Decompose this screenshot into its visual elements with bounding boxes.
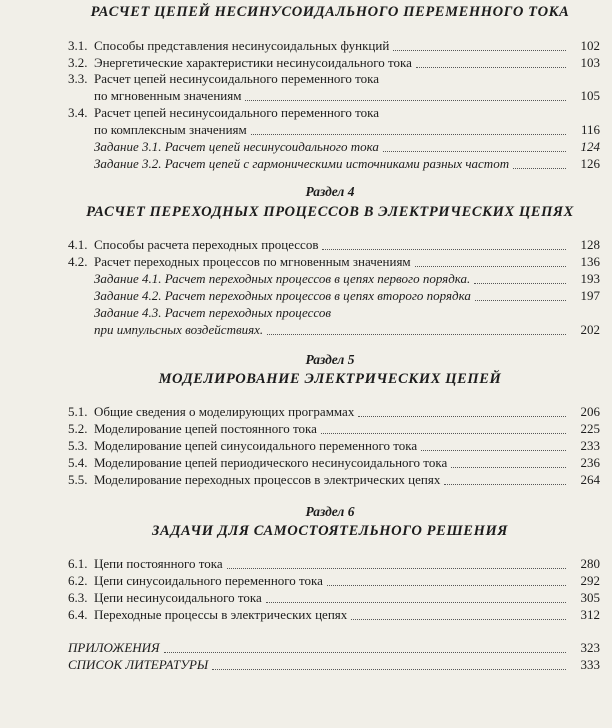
leader-dots (416, 67, 566, 68)
leader-dots (267, 334, 566, 335)
entry-text: Моделирование цепей синусоидального переменного тока (94, 438, 418, 453)
entry-number: 5.3. (68, 438, 88, 453)
entry-page: 116 (580, 122, 600, 137)
entry-page: 292 (580, 573, 600, 588)
entry-page: 105 (580, 88, 600, 103)
entry-page: 323 (580, 640, 600, 655)
entry-page: 206 (580, 404, 600, 419)
toc-entry-3-1 (68, 37, 600, 55)
entry-text: Переходные процессы в электрических цепях (94, 607, 348, 622)
toc-entry-5-4 (68, 454, 600, 472)
toc-entry-3-4-line1 (68, 104, 379, 122)
leader-dots (164, 652, 566, 653)
section-3-title: РАСЧЕТ ЦЕПЕЙ НЕСИНУСОИДАЛЬНОГО ПЕРЕМЕННОГО ТОКА (90, 4, 570, 20)
entry-text: Цепи несинусоидального тока (94, 590, 262, 605)
entry-page: 264 (580, 472, 600, 487)
entry-text: ПРИЛОЖЕНИЯ (68, 640, 160, 655)
entry-page: 333 (580, 657, 600, 672)
entry-page: 305 (580, 590, 600, 605)
task-text: Задание 3.1. Расчет цепей несинусоидального тока (94, 139, 379, 154)
entry-number: 6.2. (68, 573, 88, 588)
leader-dots (245, 100, 566, 101)
toc-entry-6-2 (68, 572, 600, 590)
toc-entry-3-3-line1 (68, 70, 379, 88)
leader-dots (266, 602, 566, 603)
leader-dots (251, 134, 566, 135)
toc-entry-5-1 (68, 403, 600, 421)
leader-dots (474, 283, 566, 284)
entry-text: Расчет цепей несинусоидального переменного тока (94, 71, 380, 86)
entry-number: 6.3. (68, 590, 88, 605)
entry-number: 5.4. (68, 455, 88, 470)
entry-number: 3.3. (68, 71, 88, 86)
section-6-title: ЗАДАЧИ ДЛЯ САМОСТОЯТЕЛЬНОГО РЕШЕНИЯ (152, 523, 508, 539)
leader-dots (322, 249, 566, 250)
task-page: 126 (580, 156, 600, 171)
leader-dots (475, 300, 566, 301)
section-6-label: Раздел 6 (305, 504, 355, 519)
entry-text: Моделирование цепей постоянного тока (94, 421, 317, 436)
section-4-title: РАСЧЕТ ПЕРЕХОДНЫХ ПРОЦЕССОВ В ЭЛЕКТРИЧЕСКИХ ЦЕПЯХ (86, 204, 574, 220)
task-page: 193 (580, 271, 600, 286)
task-text: Задание 4.2. Расчет переходных процессов в цепях второго порядка (94, 288, 471, 303)
leader-dots (212, 669, 566, 670)
leader-dots (513, 168, 566, 169)
toc-entry-6-4 (68, 606, 600, 624)
toc-entry-4-1 (68, 236, 600, 254)
toc-entry-3-4-line2 (68, 121, 600, 139)
entry-text: Моделирование переходных процессов в электрических цепях (94, 472, 441, 487)
section-5-label: Раздел 5 (305, 352, 355, 367)
leader-dots (421, 450, 566, 451)
toc-task-4-3-line1: Задание 4.3. Расчет переходных процессов (94, 305, 331, 320)
toc-entry-6-1 (68, 555, 600, 573)
entry-number: 6.1. (68, 556, 88, 571)
entry-text-cont: по мгновенным значениям (94, 88, 242, 103)
entry-number: 3.2. (68, 55, 88, 70)
entry-page: 225 (580, 421, 600, 436)
entry-text: СПИСОК ЛИТЕРАТУРЫ (68, 657, 209, 672)
entry-number: 5.1. (68, 404, 88, 419)
entry-text: Расчет цепей несинусоидального переменного тока (94, 105, 380, 120)
task-text: Задание 3.2. Расчет цепей с гармоническими источниками разных частот (94, 156, 510, 171)
leader-dots (383, 151, 566, 152)
task-page: 202 (580, 322, 600, 337)
entry-text: Цепи синусоидального переменного тока (94, 573, 323, 588)
entry-text: Способы представления несинусоидальных функций (94, 38, 390, 53)
entry-page: 280 (580, 556, 600, 571)
entry-text-cont: по комплексным значениям (94, 122, 247, 137)
toc-task-3-2 (68, 155, 600, 173)
leader-dots (358, 416, 566, 417)
toc-appendices (68, 639, 600, 657)
task-text: Задание 4.1. Расчет переходных процессов в цепях первого порядка. (94, 271, 471, 286)
entry-page: 236 (580, 455, 600, 470)
section-4-label: Раздел 4 (305, 184, 355, 199)
section-5-title: МОДЕЛИРОВАНИЕ ЭЛЕКТРИЧЕСКИХ ЦЕПЕЙ (158, 371, 502, 387)
entry-number: 5.2. (68, 421, 88, 436)
toc-entry-5-5 (68, 471, 600, 489)
toc-entry-4-2 (68, 253, 600, 271)
entry-text: Энергетические характеристики несинусоидального тока (94, 55, 412, 70)
entry-page: 102 (580, 38, 600, 53)
leader-dots (415, 266, 566, 267)
toc-task-3-1 (68, 138, 600, 156)
entry-number: 4.2. (68, 254, 88, 269)
entry-text: Способы расчета переходных процессов (94, 237, 319, 252)
toc-task-4-1 (68, 270, 600, 288)
toc-task-4-3-line2 (68, 321, 600, 339)
toc-entry-5-3 (68, 437, 600, 455)
leader-dots (321, 433, 566, 434)
leader-dots (227, 568, 566, 569)
entry-text: Общие сведения о моделирующих программах (94, 404, 355, 419)
task-text-cont: при импульсных воздействиях. (94, 322, 264, 337)
entry-page: 128 (580, 237, 600, 252)
toc-entry-6-3 (68, 589, 600, 607)
entry-number: 4.1. (68, 237, 88, 252)
leader-dots (444, 484, 566, 485)
entry-page: 136 (580, 254, 600, 269)
leader-dots (351, 619, 566, 620)
entry-page: 103 (580, 55, 600, 70)
entry-text: Расчет переходных процессов по мгновенным значениям (94, 254, 411, 269)
task-page: 197 (580, 288, 600, 303)
entry-number: 6.4. (68, 607, 88, 622)
toc-entry-5-2 (68, 420, 600, 438)
entry-number: 3.4. (68, 105, 88, 120)
toc-task-4-2 (68, 287, 600, 305)
entry-text: Цепи постоянного тока (94, 556, 223, 571)
leader-dots (451, 467, 566, 468)
entry-text: Моделирование цепей периодического несинусоидального тока (94, 455, 448, 470)
entry-number: 5.5. (68, 472, 88, 487)
toc-entry-3-3-line2 (68, 87, 600, 105)
task-page: 124 (580, 139, 600, 154)
leader-dots (393, 50, 566, 51)
entry-number: 3.1. (68, 38, 88, 53)
toc-references (68, 656, 600, 674)
entry-page: 233 (580, 438, 600, 453)
leader-dots (327, 585, 566, 586)
entry-page: 312 (580, 607, 600, 622)
